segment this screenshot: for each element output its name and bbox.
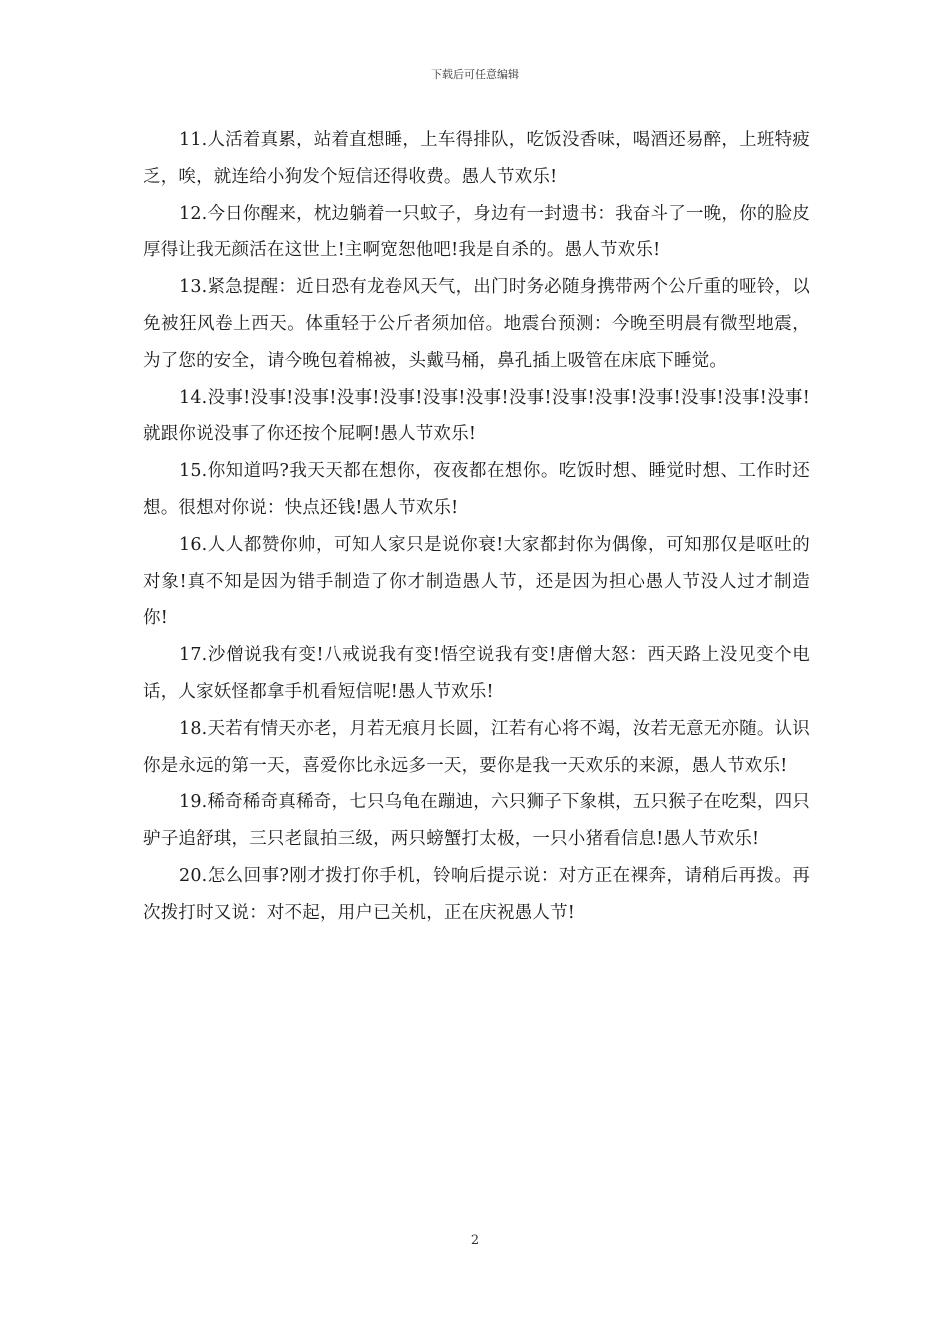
paragraph-20: 20.怎么回事?刚才拨打你手机，铃响后提示说：对方正在裸奔，请稍后再拨。再次拨打时又说：对不起，用户已关机，正在庆祝愚人节! <box>143 865 810 923</box>
paragraph-13: 13.紧急提醒：近日恐有龙卷风天气，出门时务必随身携带两个公斤重的哑铃，以免被狂风卷上西天。体重轻于公斤者须加倍。地震台预测：今晚至明晨有微型地震，为了您的安全，请今晚包着棉被，头戴马桶，鼻孔插上吸管在床底下睡觉。 <box>143 277 810 371</box>
paragraph-19: 19.稀奇稀奇真稀奇，七只乌龟在蹦迪，六只狮子下象棋，五只猴子在吃梨，四只驴子追舒琪，三只老鼠拍三级，两只螃蟹打太极，一只小猪看信息!愚人节欢乐! <box>143 792 810 850</box>
paragraph-14: 14.没事!没事!没事!没事!没事!没事!没事!没事!没事!没事!没事!没事!没事!没事!就跟你说没事了你还按个屁啊!愚人节欢乐! <box>143 387 810 445</box>
page-header-note: 下载后可任意编辑 <box>431 68 519 81</box>
paragraph-15: 15.你知道吗?我天天都在想你，夜夜都在想你。吃饭时想、睡觉时想、工作时还想。很想对你说：快点还钱!愚人节欢乐! <box>143 461 810 518</box>
paragraph-16: 16.人人都赞你帅，可知人家只是说你衰!大家都封你为偶像，可知那仅是呕吐的对象!真不知是因为错手制造了你才制造愚人节，还是因为担心愚人节没人过才制造你! <box>143 534 810 629</box>
paragraph-17: 17.沙僧说我有变!八戒说我有变!悟空说我有变!唐僧大怒：西天路上没见变个电话，人家妖怪都拿手机看短信呢!愚人节欢乐! <box>143 645 810 702</box>
document-body <box>143 122 810 932</box>
paragraph-18: 18.天若有情天亦老，月若无痕月长圆，江若有心将不竭，汝若无意无亦随。认识你是永远的第一天，喜爱你比永远多一天，要你是我一天欢乐的来源，愚人节欢乐! <box>143 718 810 776</box>
page-number: 2 <box>470 1233 480 1248</box>
paragraph-12: 12.今日你醒来，枕边躺着一只蚊子，身边有一封遗书：我奋斗了一晚，你的脸皮厚得让我无颜活在这世上!主啊宽恕他吧!我是自杀的。愚人节欢乐! <box>143 203 810 261</box>
paragraph-11: 11.人活着真累，站着直想睡，上车得排队，吃饭没香味，喝酒还易醉，上班特疲乏，唉，就连给小狗发个短信还得收费。愚人节欢乐! <box>143 130 810 187</box>
